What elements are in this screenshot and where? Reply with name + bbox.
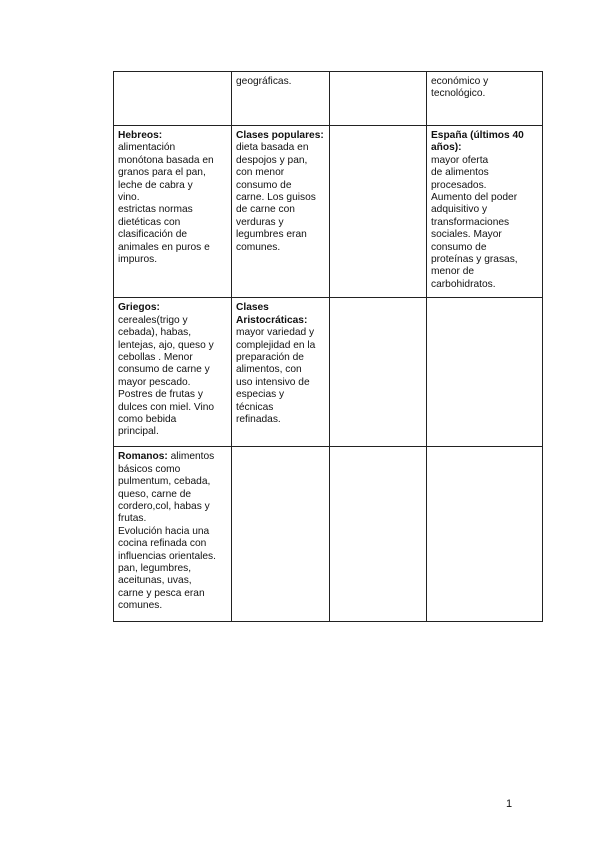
cell-text: principal.: [118, 426, 159, 438]
cell-text: preparación de: [236, 351, 304, 363]
cell-heading: Clases Aristocráticas:: [236, 302, 308, 326]
cell-text: cordero,col, habas y: [118, 500, 210, 512]
cell-text: dieta basada en: [236, 142, 309, 154]
cell-text: monótona basada en: [118, 154, 214, 166]
cell-heading: Hebreos:: [118, 130, 163, 141]
table-cell-griegos: [114, 298, 232, 447]
cell-text: animales en puros e: [118, 241, 210, 253]
cell-text: legumbres eran: [236, 229, 307, 241]
cell-text: de alimentos: [431, 167, 489, 179]
cell-text: cebada), habas,: [118, 327, 192, 339]
cell-text: dulces con miel. Vino: [118, 401, 215, 413]
cell-text: consumo de carne y: [118, 364, 210, 376]
cell-text: dietéticas con: [118, 216, 181, 228]
cell-text: Postres de frutas y: [118, 389, 203, 401]
table-cell-clases-populares: [232, 126, 330, 298]
cell-text: frutas.: [118, 513, 147, 525]
cell-text: cereales(trigo y: [118, 314, 188, 326]
table-row: [114, 72, 543, 126]
cell-text: con menor: [236, 167, 285, 179]
cell-text: carbohidratos.: [431, 278, 496, 290]
cell-text: queso, carne de: [118, 488, 192, 500]
cell-text: transformaciones: [431, 216, 510, 228]
cell-text: geográficas.: [236, 76, 292, 87]
cell-text: impuros.: [118, 254, 158, 266]
cell-text: técnicas: [236, 401, 274, 413]
table-cell: [114, 72, 232, 126]
cell-text: alimentación: [118, 142, 176, 154]
table-cell: [330, 298, 427, 447]
cell-text: leche de cabra y: [118, 179, 193, 191]
cell-text: complejidad en la: [236, 339, 316, 351]
cell-text: lentejas, ajo, queso y: [118, 339, 214, 351]
table-cell: [232, 72, 330, 126]
table-cell-clases-aristocraticas: [232, 298, 330, 447]
table-row: [114, 447, 543, 622]
cell-text: consumo de: [431, 241, 487, 253]
cell-text: proteínas y grasas,: [431, 254, 518, 266]
cell-text: alimentos básicos como: [118, 451, 215, 475]
cell-text: menor de: [431, 266, 475, 278]
table-cell: [330, 72, 427, 126]
cell-text: pulmentum, cebada,: [118, 476, 211, 488]
cell-text: uso intensivo de: [236, 376, 310, 388]
cell-text: cebollas . Menor: [118, 351, 193, 363]
table-row: [114, 298, 543, 447]
history-food-table: [113, 71, 543, 622]
cell-text: influencias orientales.: [118, 550, 216, 562]
cell-text: aceitunas, uvas,: [118, 575, 192, 587]
table-cell: [427, 72, 543, 126]
table-cell-romanos: [114, 447, 232, 622]
cell-text: de carne con: [236, 204, 295, 216]
cell-text: pan, legumbres,: [118, 562, 192, 574]
cell-text: Aumento del poder: [431, 192, 518, 204]
cell-text: tecnológico.: [431, 88, 486, 100]
page-number: 1: [506, 798, 513, 810]
table-cell-hebreos: [114, 126, 232, 298]
cell-text: cocina refinada con: [118, 538, 207, 550]
table-cell: [427, 447, 543, 622]
table-cell: [427, 298, 543, 447]
cell-text: sociales. Mayor: [431, 229, 502, 241]
cell-heading: Romanos:: [118, 451, 171, 463]
cell-text: despojos y pan,: [236, 154, 308, 166]
cell-heading: España (últimos 40 años):: [431, 130, 524, 154]
cell-text: clasificación de: [118, 229, 188, 241]
cell-text: verduras y: [236, 216, 284, 228]
cell-text: mayor oferta: [431, 154, 489, 166]
cell-text: refinadas.: [236, 413, 281, 425]
cell-text: comunes.: [236, 241, 281, 253]
cell-text: como bebida: [118, 413, 177, 425]
cell-text: granos para el pan,: [118, 167, 206, 179]
cell-text: especias y: [236, 389, 285, 401]
cell-text: alimentos, con: [236, 364, 302, 376]
cell-heading: Griegos:: [118, 302, 160, 314]
table-cell-espana: [427, 126, 543, 298]
cell-text: vino.: [118, 192, 140, 204]
cell-text: procesados.: [431, 179, 487, 191]
cell-text: económico y: [431, 76, 489, 87]
cell-text: mayor pescado.: [118, 376, 191, 388]
cell-text: mayor variedad y: [236, 327, 315, 339]
cell-text: adquisitivo y: [431, 204, 488, 216]
cell-heading: Clases populares:: [236, 130, 324, 141]
cell-text: estrictas normas: [118, 204, 193, 216]
table-row: [114, 126, 543, 298]
cell-text: consumo de: [236, 179, 292, 191]
cell-text: Evolución hacia una: [118, 525, 210, 537]
table-cell: [330, 447, 427, 622]
table-cell: [330, 126, 427, 298]
table-cell: [232, 447, 330, 622]
cell-text: comunes.: [118, 600, 163, 612]
cell-text: carne. Los guisos: [236, 192, 316, 204]
cell-text: carne y pesca eran: [118, 587, 205, 599]
